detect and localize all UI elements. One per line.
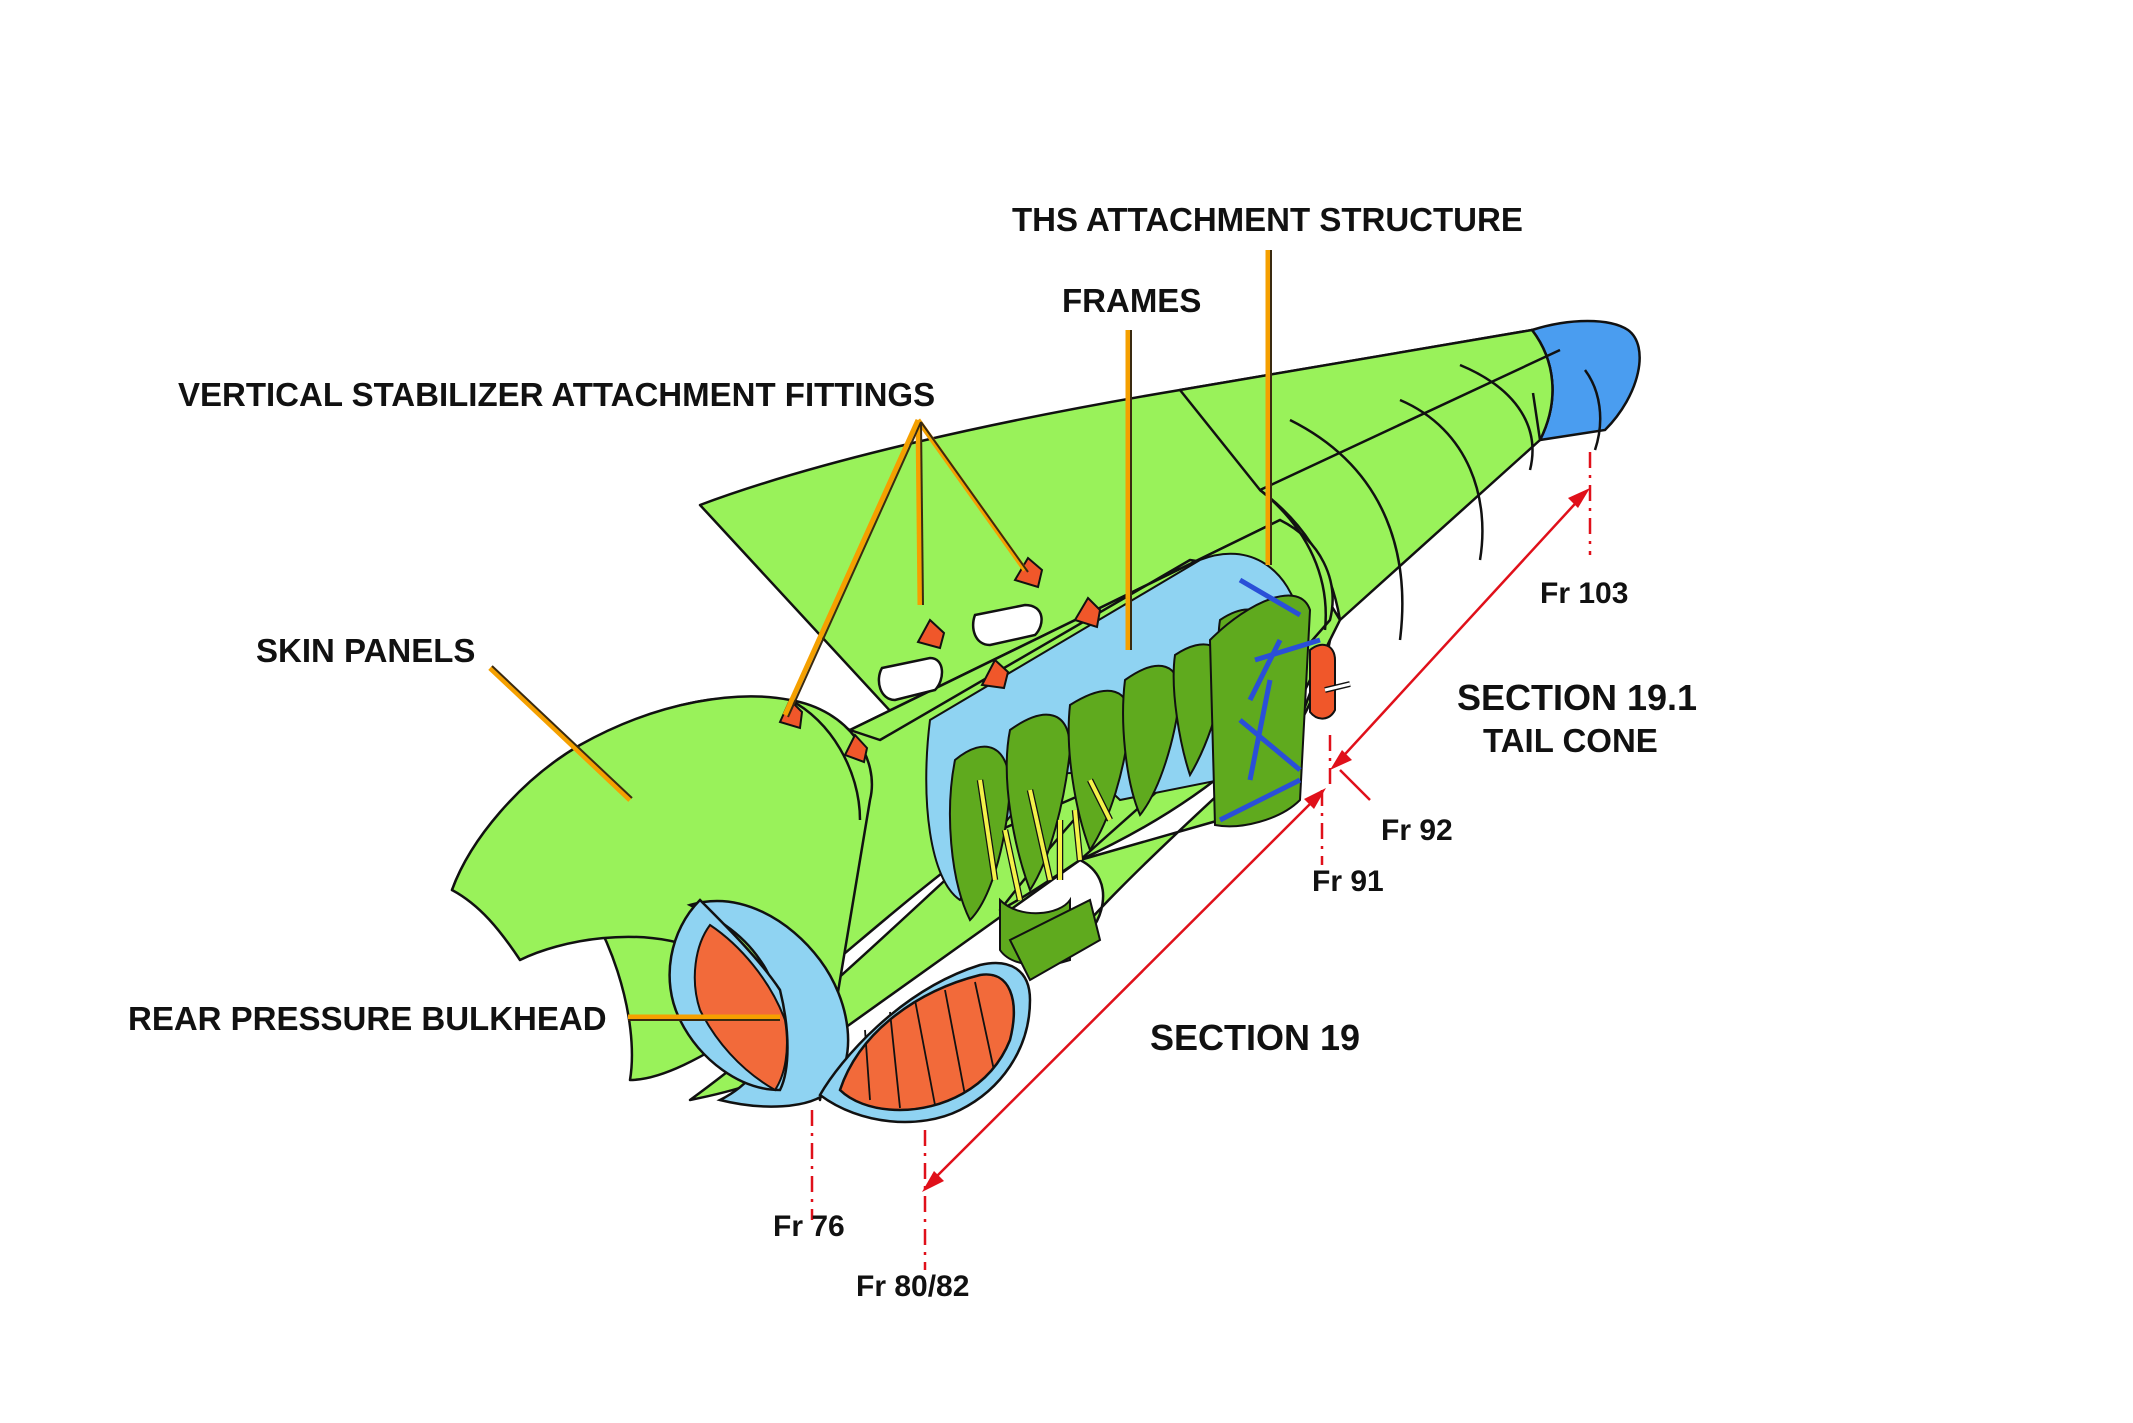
label-section-19: SECTION 19 <box>1150 1017 1361 1058</box>
label-frames: FRAMES <box>1062 282 1202 319</box>
ths-box <box>1210 596 1310 827</box>
label-tail-cone: TAIL CONE <box>1483 722 1658 759</box>
label-fr80-82: Fr 80/82 <box>856 1270 970 1303</box>
label-vertical-stabilizer-attachment-fittings: VERTICAL STABILIZER ATTACHMENT FITTINGS <box>178 376 936 413</box>
label-skin-panels: SKIN PANELS <box>256 632 476 669</box>
label-fr103: Fr 103 <box>1540 577 1629 610</box>
label-fr92: Fr 92 <box>1381 814 1453 847</box>
label-ths-attachment-structure: THS ATTACHMENT STRUCTURE <box>1012 201 1523 238</box>
label-rear-pressure-bulkhead: REAR PRESSURE BULKHEAD <box>128 1000 607 1037</box>
ths-fitting <box>1310 645 1335 719</box>
label-fr76: Fr 76 <box>773 1210 845 1243</box>
label-fr91: Fr 91 <box>1312 865 1384 898</box>
label-section-19-1: SECTION 19.1 <box>1457 677 1698 718</box>
